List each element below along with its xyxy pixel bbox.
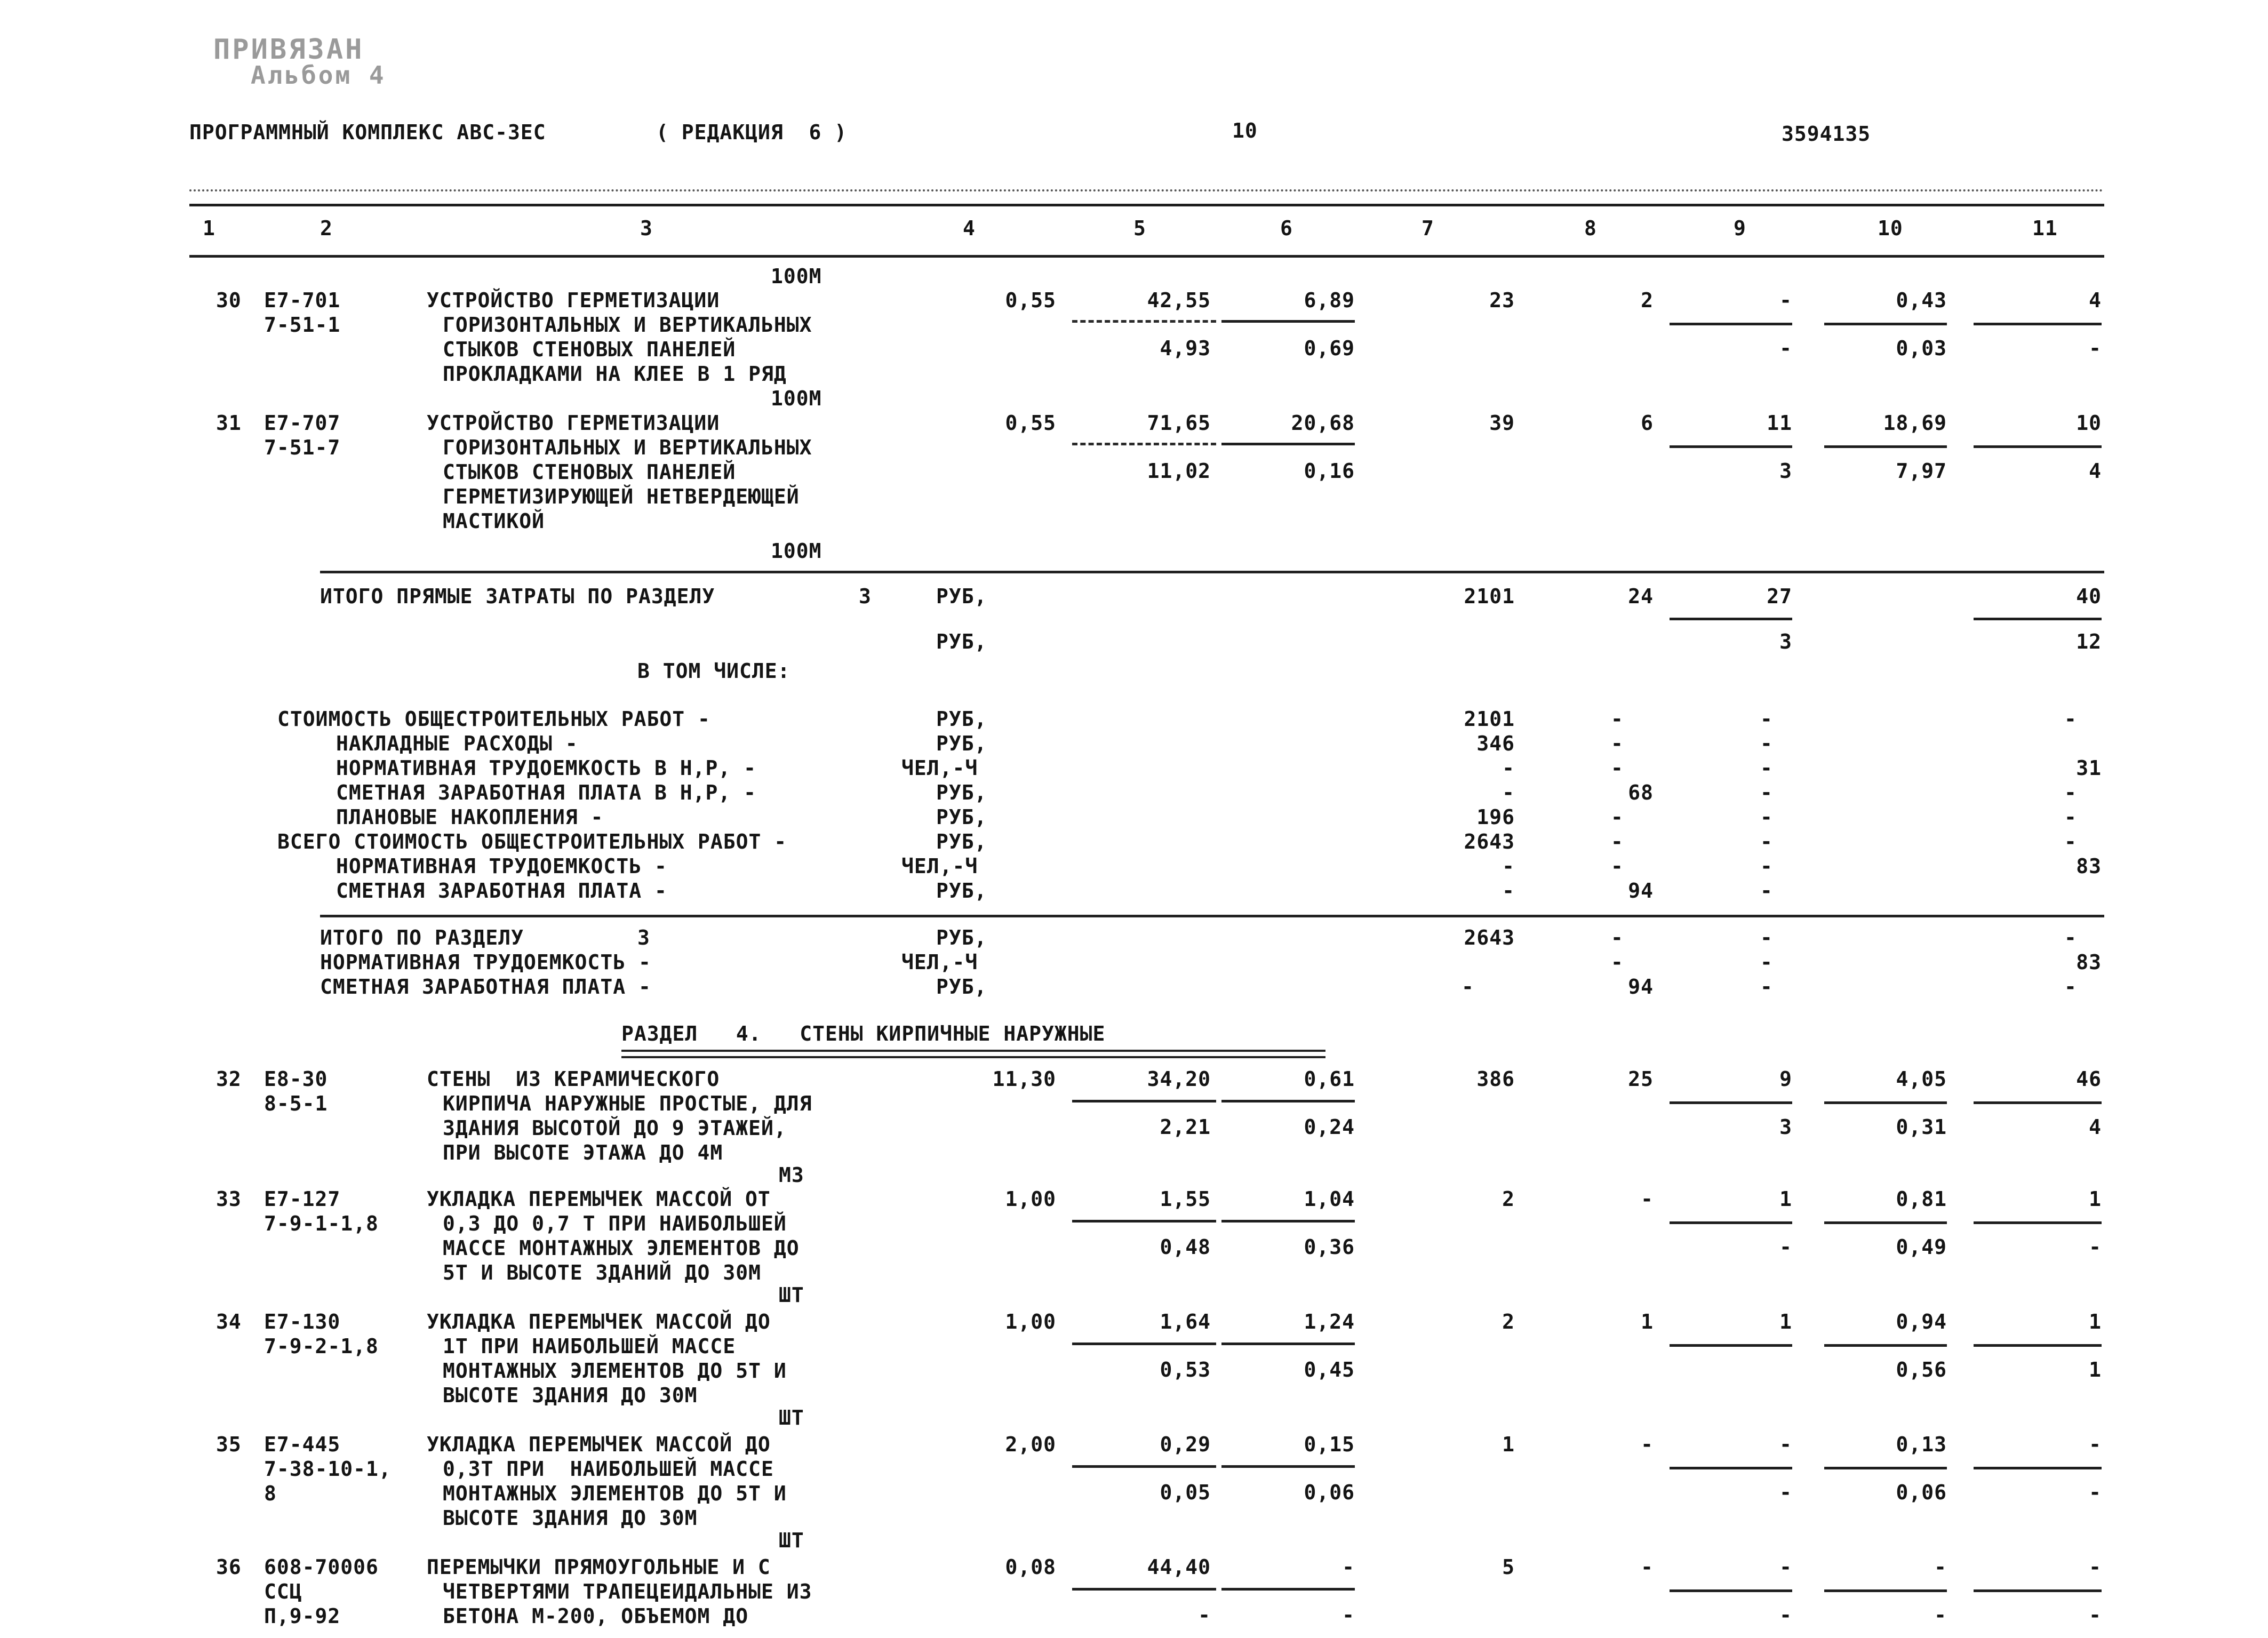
dash: - [2064,975,2077,998]
dash: - [1611,950,1624,974]
dash: - [2064,830,2077,853]
quantity: 0,55 [1005,411,1056,435]
col11: - [2089,1603,2102,1627]
unit: 100М [771,539,822,563]
col11: - [2089,1433,2102,1456]
machines: - [1779,289,1792,312]
unit-cost: 34,20 [1147,1067,1211,1091]
unit: 100М [771,387,822,410]
col-header: 11 [2032,217,2058,240]
machines: 1 [1779,1187,1792,1211]
unit-cost-machines: 0,15 [1304,1433,1355,1456]
col-header: 6 [1280,217,1293,240]
description: МОНТАЖНЫХ ЭЛЕМЕНТОВ ДО 5Т И [443,1482,787,1505]
labor-machines: 0,56 [1896,1358,1947,1381]
summary-value: 196 [1476,805,1515,829]
edition: ( РЕДАКЦИЯ 6 ) [656,121,848,144]
dash: - [1611,805,1624,829]
machines-wages: - [1779,337,1792,360]
col-header: 3 [640,217,653,240]
direct-total-cost: 2101 [1464,585,1515,608]
norm-code: Е8-30 [264,1067,328,1091]
quantity: 0,08 [1005,1555,1056,1579]
summary-unit: РУБ, [936,830,987,853]
machines-wages: 3 [1779,1115,1792,1139]
dash: - [1760,756,1773,780]
dash: - [1760,854,1773,878]
total-cost: 2 [1502,1187,1515,1211]
description: 0,3Т ПРИ НАИБОЛЬШЕЙ МАССЕ [443,1457,774,1481]
total-wages: 1 [1641,1310,1654,1333]
total-wages: 6 [1641,411,1654,435]
description: ГЕРМЕТИЗИРУЮЩЕЙ НЕТВЕРДЕЮЩЕЙ [443,485,800,508]
col-header: 10 [1878,217,1903,240]
dash: - [2064,781,2077,804]
summary-label: ПЛАНОВЫЕ НАКОПЛЕНИЯ - [336,805,604,829]
direct-total-wages: 24 [1628,585,1654,608]
row-number: 35 [216,1433,242,1456]
direct-machines-wages: 3 [1779,630,1792,653]
col11: - [2089,1555,2102,1579]
dash: - [1760,781,1773,804]
wage-cost: 0,48 [1160,1235,1211,1259]
stamp-line-1: ПРИВЯЗАН [213,34,364,66]
summary-label: НАКЛАДНЫЕ РАСХОДЫ - [336,732,578,755]
wage-cost-machines: 0,16 [1304,459,1355,483]
norm-reference: 8 [264,1482,277,1505]
labor-machines: 0,03 [1896,337,1947,360]
summary-unit: РУБ, [936,879,987,902]
labor-machines: 0,06 [1896,1481,1947,1504]
dash: - [1760,830,1773,853]
summary-unit: РУБ, [936,781,987,804]
summary-col8: 68 [1628,781,1654,804]
labor: 0,81 [1896,1187,1947,1211]
total-cost: 386 [1476,1067,1515,1091]
section-title: РАЗДЕЛ 4. СТЕНЫ КИРПИЧНЫЕ НАРУЖНЫЕ [621,1022,1106,1045]
description: УКЛАДКА ПЕРЕМЫЧЕК МАССОЙ ДО [427,1310,771,1333]
description: ПРИ ВЫСОТЕ ЭТАЖА ДО 4М [443,1141,723,1164]
col11: 4 [2089,289,2102,312]
norm-code: Е7-445 [264,1433,341,1456]
unit-cost: 71,65 [1147,411,1211,435]
row-number: 36 [216,1555,242,1579]
dash: - [1611,732,1624,755]
row-number: 32 [216,1067,242,1091]
total-cost: 5 [1502,1555,1515,1579]
quantity: 2,00 [1005,1433,1056,1456]
col-header: 2 [320,217,333,240]
row-number: 34 [216,1310,242,1333]
col11: - [2089,1235,2102,1259]
norm-reference: 7-51-1 [264,313,341,337]
dash: - [1760,732,1773,755]
dash: - [1611,707,1624,731]
dash: - [1760,950,1773,974]
col11: 10 [2076,411,2102,435]
page-number: 10 [1232,119,1258,142]
wages-unit: РУБ, [936,975,987,998]
labor-machines: 7,97 [1896,459,1947,483]
labor-machines: - [1934,1603,1947,1627]
col11: - [2089,1481,2102,1504]
col11: - [2089,337,2102,360]
total-wages: 25 [1628,1067,1654,1091]
unit-cost: 1,55 [1160,1187,1211,1211]
labor-value: 83 [2076,950,2102,974]
machines: - [1779,1433,1792,1456]
section-total-label: ИТОГО ПО РАЗДЕЛУ [320,926,524,949]
dash: - [1462,975,1474,998]
unit-cost: 44,40 [1147,1555,1211,1579]
row-number: 33 [216,1187,242,1211]
section-number: 3 [859,585,872,608]
dash: - [1760,879,1773,902]
col-header: 4 [963,217,976,240]
wage-cost-machines: 0,69 [1304,337,1355,360]
dash: - [1760,926,1773,949]
unit-cost-machines: 20,68 [1291,411,1355,435]
machines-wages: - [1779,1481,1792,1504]
col11: 1 [2089,1358,2102,1381]
summary-value: - [1502,879,1515,902]
description: ЗДАНИЯ ВЫСОТОЙ ДО 9 ЭТАЖЕЙ, [443,1116,787,1140]
currency-unit: РУБ, [936,585,987,608]
unit: ШТ [779,1406,804,1429]
summary-unit: РУБ, [936,707,987,731]
wages-label: СМЕТНАЯ ЗАРАБОТНАЯ ПЛАТА - [320,975,651,998]
wage-cost: 2,21 [1160,1115,1211,1139]
row-number: 31 [216,411,242,435]
description: УСТРОЙСТВО ГЕРМЕТИЗАЦИИ [427,411,720,435]
norm-reference: 7-9-1-1,8 [264,1212,379,1235]
quantity: 1,00 [1005,1187,1056,1211]
machines-wages: 3 [1779,459,1792,483]
wage-cost-machines: - [1342,1603,1355,1627]
description: МАСТИКОЙ [443,509,545,533]
quantity: 0,55 [1005,289,1056,312]
description: ВЫСОТЕ ЗДАНИЯ ДО 30М [443,1506,698,1530]
summary-value: - [1502,781,1515,804]
section-number: 3 [637,926,650,949]
summary-col11: 83 [2076,854,2102,878]
summary-unit: ЧЕЛ,-Ч [901,854,978,878]
labor: 18,69 [1883,411,1947,435]
col-header: 5 [1133,217,1146,240]
unit: ШТ [779,1529,804,1552]
norm-code: Е7-707 [264,411,341,435]
summary-label: СМЕТНАЯ ЗАРАБОТНАЯ ПЛАТА В Н,Р, - [336,781,756,804]
norm-reference: 8-5-1 [264,1092,328,1115]
description: ПРОКЛАДКАМИ НА КЛЕЕ В 1 РЯД [443,362,787,386]
description: 1Т ПРИ НАИБОЛЬШЕЙ МАССЕ [443,1335,736,1358]
unit-cost: 0,29 [1160,1433,1211,1456]
description: УСТРОЙСТВО ГЕРМЕТИЗАЦИИ [427,289,720,312]
description: СТЫКОВ СТЕНОВЫХ ПАНЕЛЕЙ [443,338,736,361]
summary-value: - [1502,854,1515,878]
unit-cost-machines: 0,61 [1304,1067,1355,1091]
total-wages: 2 [1641,289,1654,312]
program-title: ПРОГРАММНЫЙ КОМПЛЕКС АВС-3ЕС [189,121,546,144]
summary-value: 2101 [1464,707,1515,731]
unit-cost-machines: 1,04 [1304,1187,1355,1211]
unit: ШТ [779,1283,804,1307]
unit-cost-machines: 6,89 [1304,289,1355,312]
norm-code: 608-70006 [264,1555,379,1579]
description: ВЫСОТЕ ЗДАНИЯ ДО 30М [443,1384,698,1407]
summary-unit: ЧЕЛ,-Ч [901,756,978,780]
description: МАССЕ МОНТАЖНЫХ ЭЛЕМЕНТОВ ДО [443,1236,800,1260]
summary-label: СМЕТНАЯ ЗАРАБОТНАЯ ПЛАТА - [336,879,667,902]
col-header: 7 [1422,217,1434,240]
machines: 1 [1779,1310,1792,1333]
direct-col11-wages: 12 [2076,630,2102,653]
summary-label: СТОИМОСТЬ ОБЩЕСТРОИТЕЛЬНЫХ РАБОТ - [277,707,710,731]
dash: - [1760,805,1773,829]
total-cost: 23 [1489,289,1515,312]
description: УКЛАДКА ПЕРЕМЫЧЕК МАССОЙ ОТ [427,1187,771,1211]
summary-label: НОРМАТИВНАЯ ТРУДОЕМКОСТЬ В Н,Р, - [336,756,756,780]
description: УКЛАДКА ПЕРЕМЫЧЕК МАССОЙ ДО [427,1433,771,1456]
description: ПЕРЕМЫЧКИ ПРЯМОУГОЛЬНЫЕ И С [427,1555,771,1579]
wage-cost: - [1198,1603,1211,1627]
wage-cost: 0,53 [1160,1358,1211,1381]
wage-cost-machines: 0,36 [1304,1235,1355,1259]
direct-costs-label: ИТОГО ПРЯМЫЕ ЗАТРАТЫ ПО РАЗДЕЛУ [320,585,715,608]
dash: - [1611,756,1624,780]
summary-col11: 31 [2076,756,2102,780]
description: ГОРИЗОНТАЛЬНЫХ И ВЕРТИКАЛЬНЫХ [443,313,812,337]
unit-cost-machines: 1,24 [1304,1310,1355,1333]
labor-label: НОРМАТИВНАЯ ТРУДОЕМКОСТЬ - [320,950,651,974]
machines: 11 [1767,411,1792,435]
summary-value: 2643 [1464,830,1515,853]
col11: 4 [2089,459,2102,483]
wages-value: 94 [1628,975,1654,998]
total-cost: 1 [1502,1433,1515,1456]
norm-reference: 7-38-10-1, [264,1457,392,1481]
row-number: 30 [216,289,242,312]
currency-unit: РУБ, [936,926,987,949]
wage-cost: 0,05 [1160,1481,1211,1504]
machines-wages: - [1779,1235,1792,1259]
labor: 0,94 [1896,1310,1947,1333]
dash: - [2064,926,2077,949]
total-wages: - [1641,1433,1654,1456]
norm-code: Е7-127 [264,1187,341,1211]
summary-label: ВСЕГО СТОИМОСТЬ ОБЩЕСТРОИТЕЛЬНЫХ РАБОТ - [277,830,787,853]
summary-unit: РУБ, [936,732,987,755]
section-total-value: 2643 [1464,926,1515,949]
description: 5Т И ВЫСОТЕ ЗДАНИЙ ДО 30М [443,1261,761,1284]
description: БЕТОНА М-200, ОБЪЕМОМ ДО [443,1604,749,1628]
labor: - [1934,1555,1947,1579]
summary-unit: РУБ, [936,805,987,829]
col11: 46 [2076,1067,2102,1091]
unit-cost-machines: - [1342,1555,1355,1579]
labor: 4,05 [1896,1067,1947,1091]
currency-unit: РУБ, [936,630,987,653]
wage-cost-machines: 0,06 [1304,1481,1355,1504]
direct-col11: 40 [2076,585,2102,608]
dash: - [1760,707,1773,731]
description: МОНТАЖНЫХ ЭЛЕМЕНТОВ ДО 5Т И [443,1359,787,1383]
dash: - [2064,707,2077,731]
including-label: В ТОМ ЧИСЛЕ: [637,659,790,683]
machines: 9 [1779,1067,1792,1091]
col-header: 1 [203,217,215,240]
total-cost: 2 [1502,1310,1515,1333]
unit: М3 [779,1163,804,1187]
labor-unit: ЧЕЛ,-Ч [901,950,978,974]
summary-col8: 94 [1628,879,1654,902]
wage-cost: 4,93 [1160,337,1211,360]
unit-header: 100М [771,265,822,288]
norm-reference: ССЦ [264,1580,302,1603]
stamp-line-2: Альбом 4 [251,61,386,90]
wage-cost: 11,02 [1147,459,1211,483]
wage-cost-machines: 0,24 [1304,1115,1355,1139]
dash: - [1611,830,1624,853]
col11: 4 [2089,1115,2102,1139]
dash: - [1611,926,1624,949]
labor-machines: 0,31 [1896,1115,1947,1139]
description: 0,3 ДО 0,7 Т ПРИ НАИБОЛЬШЕЙ [443,1212,787,1235]
norm-reference: 7-9-2-1,8 [264,1335,379,1358]
machines: - [1779,1555,1792,1579]
quantity: 11,30 [992,1067,1056,1091]
description: ЧЕТВЕРТЯМИ ТРАПЕЦЕИДАЛЬНЫЕ ИЗ [443,1580,812,1603]
col11: 1 [2089,1310,2102,1333]
labor: 0,13 [1896,1433,1947,1456]
norm-reference: П,9-92 [264,1604,341,1628]
dash: - [2064,805,2077,829]
machines-wages: - [1779,1603,1792,1627]
labor-machines: 0,49 [1896,1235,1947,1259]
summary-label: НОРМАТИВНАЯ ТРУДОЕМКОСТЬ - [336,854,667,878]
direct-machines: 27 [1767,585,1792,608]
quantity: 1,00 [1005,1310,1056,1333]
wage-cost-machines: 0,45 [1304,1358,1355,1381]
col-header: 8 [1584,217,1597,240]
unit-cost: 1,64 [1160,1310,1211,1333]
unit-cost: 42,55 [1147,289,1211,312]
norm-code: Е7-701 [264,289,341,312]
dash: - [1611,854,1624,878]
col-header: 9 [1734,217,1746,240]
labor: 0,43 [1896,289,1947,312]
total-cost: 39 [1489,411,1515,435]
description: СТЫКОВ СТЕНОВЫХ ПАНЕЛЕЙ [443,460,736,484]
total-wages: - [1641,1187,1654,1211]
norm-reference: 7-51-7 [264,436,341,459]
dash: - [1760,975,1773,998]
summary-value: - [1502,756,1515,780]
norm-code: Е7-130 [264,1310,341,1333]
description: СТЕНЫ ИЗ КЕРАМИЧЕСКОГО [427,1067,720,1091]
document-code: 3594135 [1782,122,1871,146]
total-wages: - [1641,1555,1654,1579]
description: ГОРИЗОНТАЛЬНЫХ И ВЕРТИКАЛЬНЫХ [443,436,812,459]
summary-value: 346 [1476,732,1515,755]
description: КИРПИЧА НАРУЖНЫЕ ПРОСТЫЕ, ДЛЯ [443,1092,812,1115]
col11: 1 [2089,1187,2102,1211]
